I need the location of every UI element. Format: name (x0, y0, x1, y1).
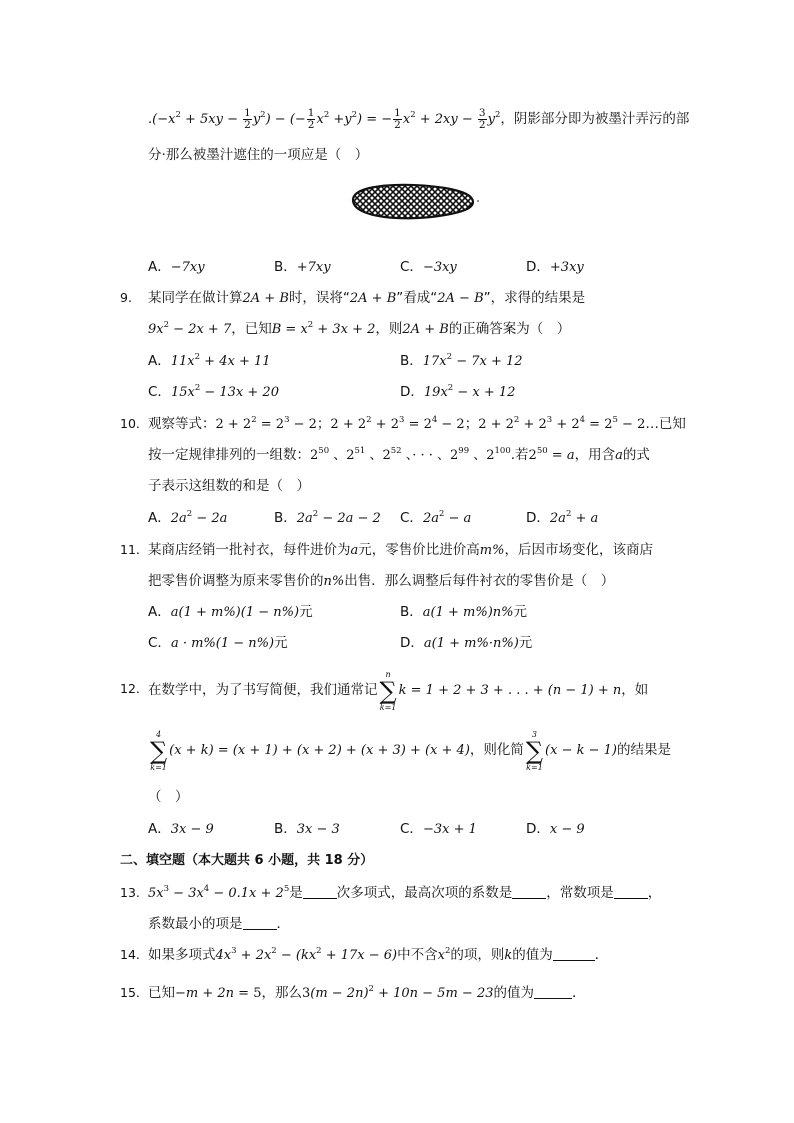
q9-option-b[interactable]: B．$17x^2 - 7x + 12$ (400, 352, 523, 369)
q15-number: 15. (120, 985, 140, 1000)
q12-option-d[interactable]: D．x − 9 (526, 821, 585, 837)
q14-number: 14. (120, 947, 140, 962)
q13-blank-2[interactable] (512, 884, 546, 899)
q14-blank[interactable] (553, 946, 595, 961)
q10-option-d[interactable]: D．$2a^2 + a$ (526, 509, 599, 526)
q11-line2: 把零售价调整为原来零售价的n%出售．那么调整后每件衬衣的零售价是（ ） (148, 573, 615, 589)
q11-number: 11. (120, 542, 140, 557)
q9-line2: $9x^2 - 2x + 7$，已知$B = x^2 + 3x + 2$，则2A + B的正确答案为（ ） (148, 320, 571, 337)
q11-option-b[interactable]: B．a(1 + m%)n%元 (400, 604, 527, 620)
q13-line1: $5x^3 - 3x^4 - 0.1x + 2^5$是 次多项式，最高次项的系数是 ，常数项是 ， (148, 884, 662, 901)
q8-line2: 分·那么被墨汁遮住的一项应是（ ） (148, 147, 369, 163)
q12-option-c[interactable]: C．−3x + 1 (400, 821, 477, 837)
q15-blank[interactable] (534, 984, 572, 999)
q10-option-a[interactable]: A．$2a^2 - 2a$ (148, 509, 228, 526)
q13-blank-1[interactable] (303, 884, 337, 899)
q11-option-d[interactable]: D．a(1 + m%·n%)元 (400, 635, 533, 651)
q9-option-d[interactable]: D．$19x^2 - x + 12$ (400, 383, 516, 400)
q15-line: 已知−m + 2n = 5，那么$3(m - 2n)^2 + 10n - 5m - 23$的值为 ． (148, 984, 586, 1001)
q10-line2: 按一定规律排列的一组数：$2^{50}$ 、$2^{51}$ 、$2^{52}$ 、· · · 、$2^{99}$ 、$2^{100}$.若$2^{50} = a$，用含a的式 (148, 446, 650, 463)
q12-number: 12. (120, 681, 140, 696)
q8-line1 (148, 108, 689, 131)
q8-option-a[interactable]: A．−7xy (148, 259, 205, 275)
q10-number: 10. (120, 416, 140, 431)
q8-option-d[interactable]: D．+3xy (526, 259, 584, 275)
q12-option-b[interactable]: B．3x − 3 (274, 821, 340, 837)
q13-blank-4[interactable] (243, 915, 277, 930)
q10-line3: 子表示这组数的和是（ ） (148, 478, 310, 494)
q8-option-c[interactable]: C．−3xy (400, 259, 457, 275)
q10-option-c[interactable]: C．$2a^2 - a$ (400, 509, 472, 526)
q13-blank-3[interactable] (614, 884, 648, 899)
q10-option-b[interactable]: B．$2a^2 - 2a - 2$ (274, 509, 381, 526)
q9-option-c[interactable]: C．$15x^2 - 13x + 20$ (148, 383, 279, 400)
q9-option-a[interactable]: A．$11x^2 + 4x + 11$ (148, 352, 271, 369)
q12-option-a[interactable]: A．3x − 9 (148, 821, 214, 837)
ink-blot-figure (345, 180, 485, 224)
q9-line1: 某同学在做计算2A + B时，误将“2A + B”看成“2A − B”，求得的结果是 (148, 290, 586, 306)
q10-line1: 观察等式：$2 + 2^2 = 2^3 - 2$；$2 + 2^2 + 2^3 = 2^4 - 2$；$2 + 2^2 + 2^3 + 2^4 = 2^5$ − 2…已知 (148, 415, 686, 432)
q11-option-a[interactable]: A．a(1 + m%)(1 − n%)元 (148, 604, 313, 620)
q9-number: 9. (120, 290, 132, 305)
q13-line2: 系数最小的项是 ． (148, 916, 290, 932)
q12-line1: 在数学中，为了书写简便，我们通常记 n ∑ k=1 k = 1 + 2 + 3 + . . . + (n − 1) + n，如 (148, 669, 649, 712)
ink-blot-shape (353, 185, 473, 218)
q14-line: 如果多项式$4x^3 + 2x^2 - (kx^2 + 17x - 6)$中不含$x^2$的项，则k的值为 ． (148, 946, 609, 963)
q8-option-b[interactable]: B．+7xy (274, 259, 331, 275)
q8-line1-text: ，阴影部分即为被墨汁弄污的部 (500, 111, 690, 127)
q8-equation: $.(-x^2 + 5xy$ − $\frac{1}{2}$ $y^2$) − (− $\frac{1}{2}$ $x^2 +y^2$) = − $\frac{1}{2}$ $x^2 + 2xy$ − $\frac{3}{2}$ $y^2$ (148, 107, 501, 131)
q11-option-c[interactable]: C．a · m%(1 − n%)元 (148, 635, 288, 651)
section-2-title: 二、填空题（本大题共 6 小题，共 18 分） (120, 853, 374, 868)
q12-line2: 4 ∑ k=1 (x + k) = (x + 1) + (x + 2) + (x + 3) + (x + 4)，则化简 3 ∑ k=1 (x − k − 1)的结果是 (150, 729, 671, 772)
q12-line3: （ ） (148, 789, 189, 805)
q11-line1: 某商店经销一批衬衣，每件进价为a元，零售价比进价高m%，后因市场变化，该商店 (148, 542, 653, 558)
q13-number: 13. (120, 885, 140, 900)
